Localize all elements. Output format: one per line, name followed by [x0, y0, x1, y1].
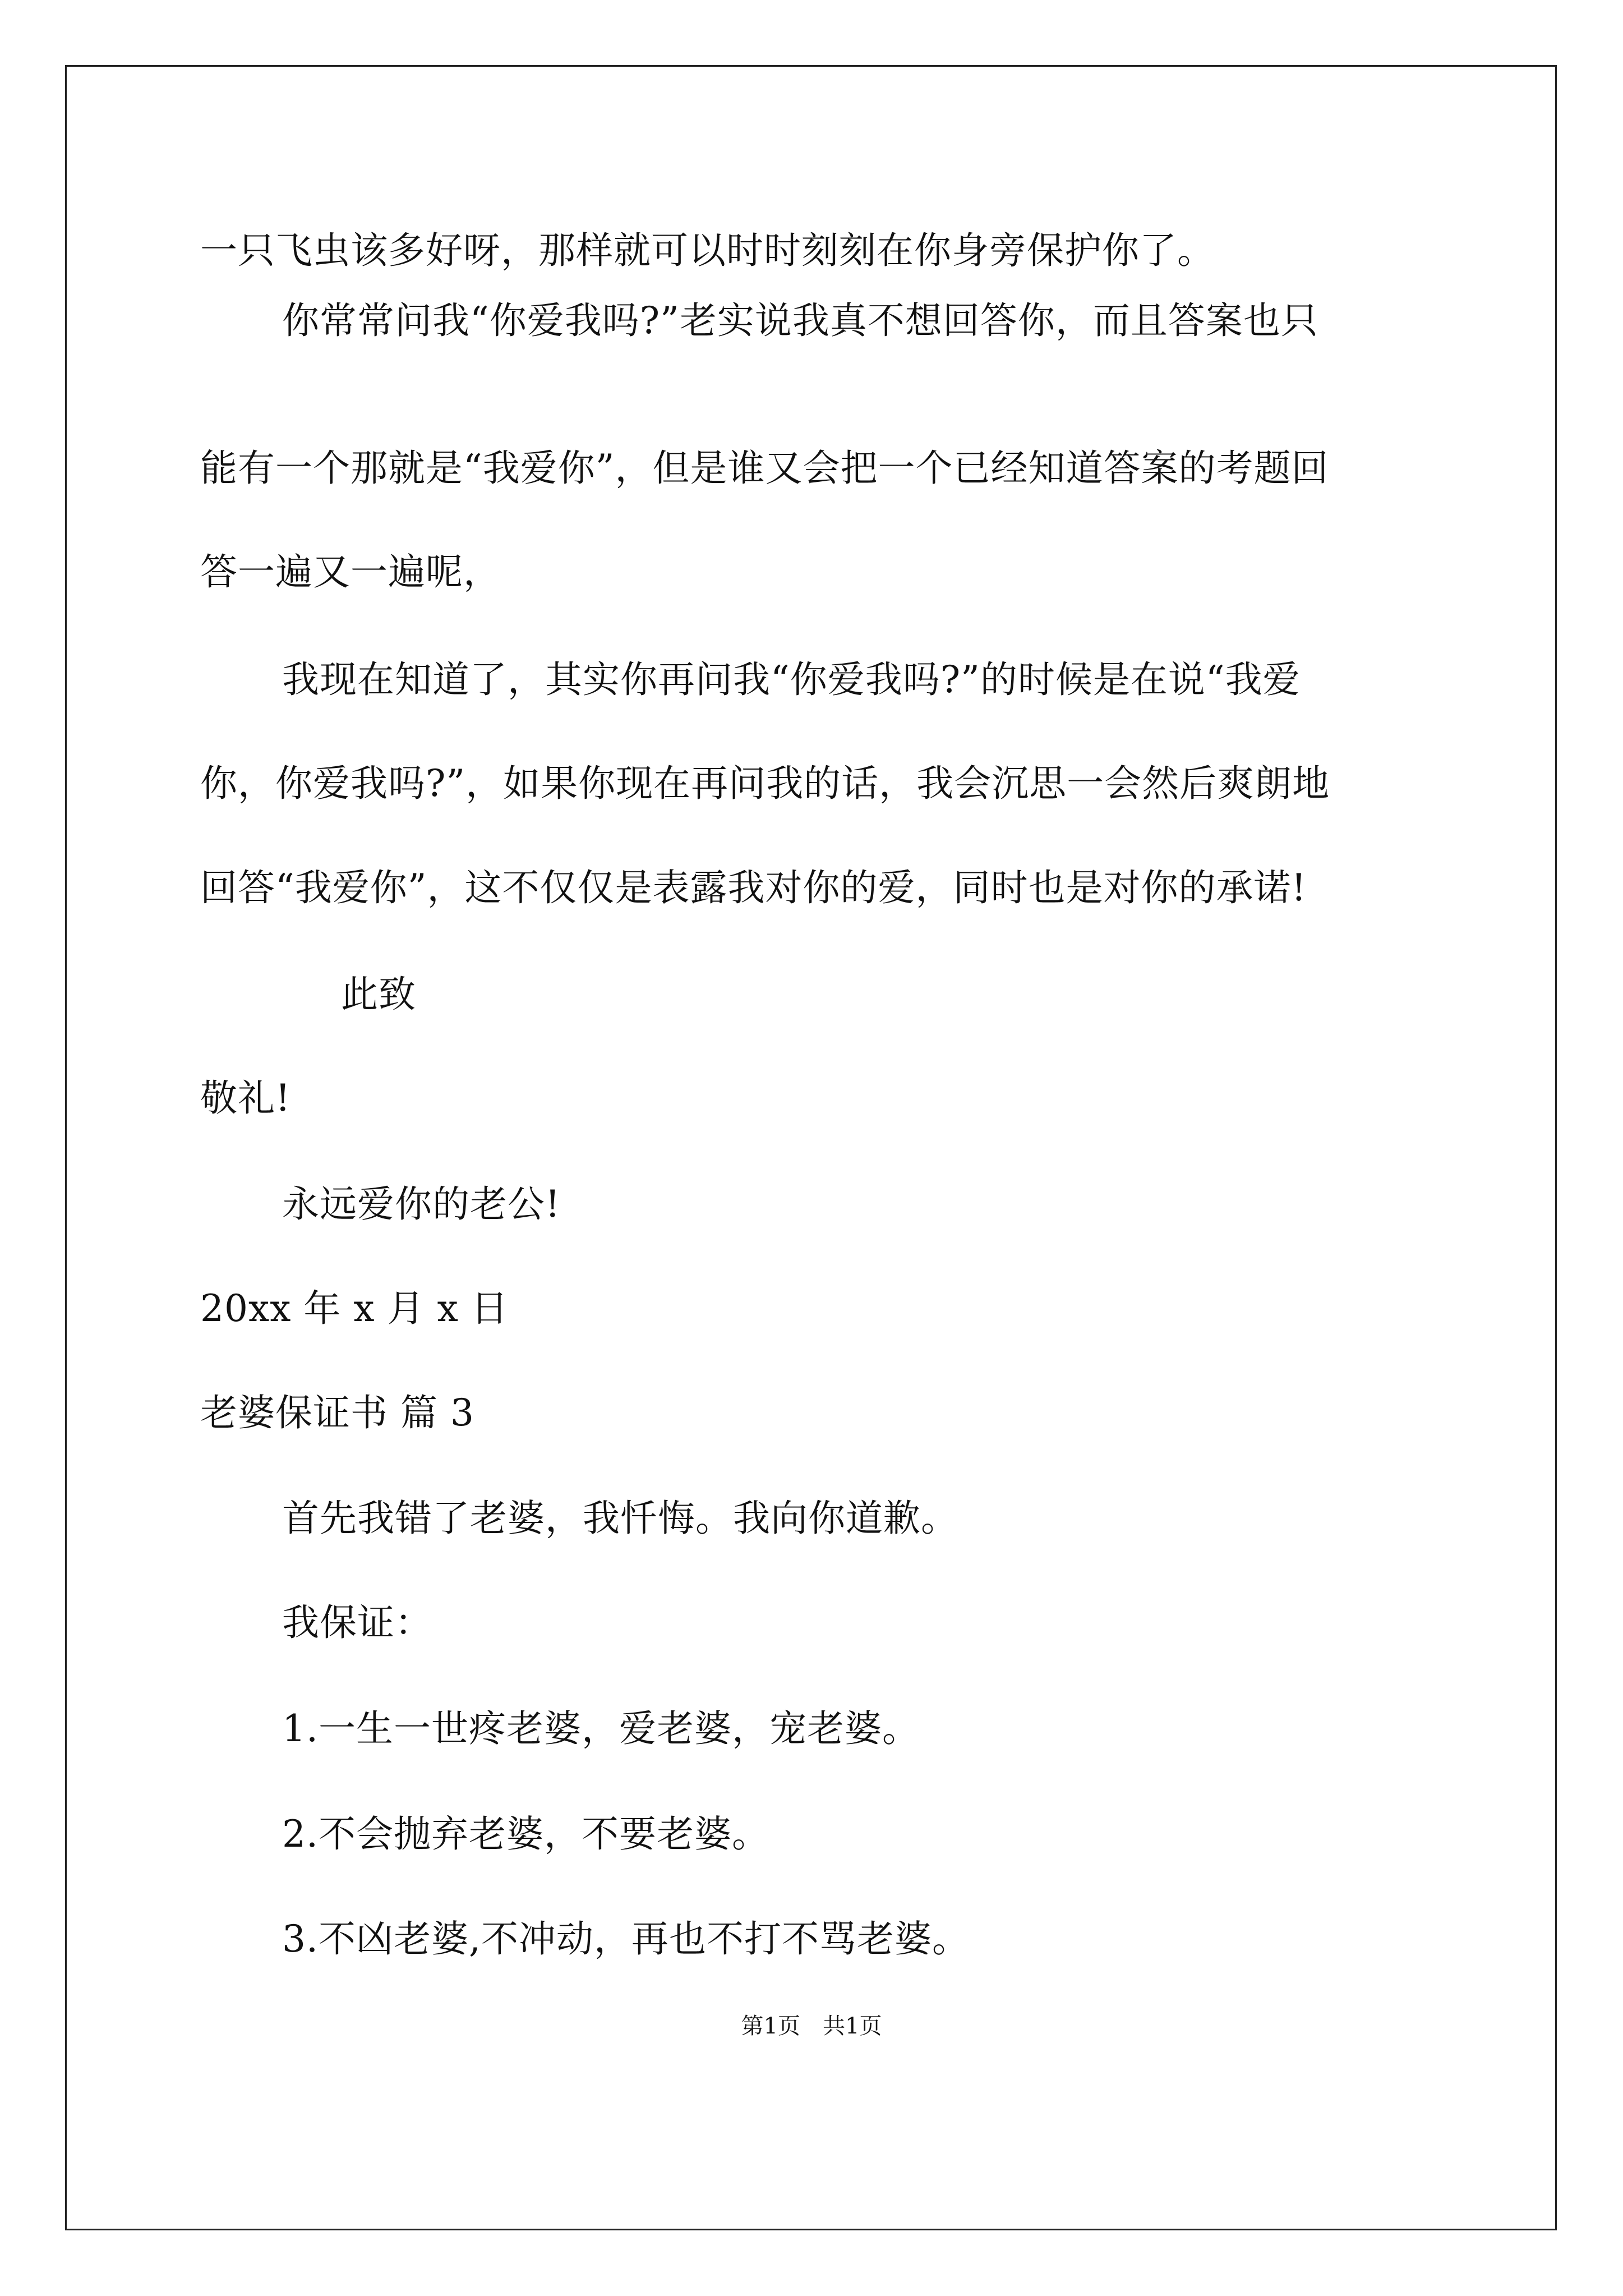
text-line: 我现在知道了，其实你再问我“你爱我吗?”的时候是在说“我爱 — [282, 658, 1301, 701]
text-line: 答一遍又一遍呢， — [200, 550, 501, 593]
page-border — [65, 65, 1557, 2230]
list-item: 2.不会抛弃老婆，不要老婆。 — [282, 1812, 769, 1856]
text-line: 敬礼! — [200, 1076, 291, 1120]
section-heading: 老婆保证书 篇 3 — [200, 1391, 474, 1434]
text-line: 20xx 年 x 月 x 日 — [200, 1287, 509, 1330]
text-line: 一只飞虫该多好呀，那样就可以时时刻刻在你身旁保护你了。 — [200, 229, 1215, 272]
page-footer: 第1页 共1页 — [741, 2013, 882, 2039]
list-item: 3.不凶老婆,不冲动，再也不打不骂老婆。 — [282, 1917, 970, 1961]
list-item: 1.一生一世疼老婆，爱老婆，宠老婆。 — [282, 1707, 920, 1750]
text-line: 首先我错了老婆，我忏悔。我向你道歉。 — [282, 1497, 958, 1540]
text-line: 此致 — [341, 973, 416, 1016]
text-line: 能有一个那就是“我爱你”，但是谁又会把一个已经知道答案的考题回 — [200, 447, 1329, 490]
text-line: 我保证： — [282, 1601, 432, 1644]
text-line: 永远爱你的老公! — [282, 1182, 561, 1226]
text-line: 回答“我爱你”，这不仅仅是表露我对你的爱，同时也是对你的承诺! — [200, 866, 1307, 909]
text-line: 你常常问我“你爱我吗?”老实说我真不想回答你，而且答案也只 — [282, 299, 1318, 342]
text-line: 你，你爱我吗?”，如果你现在再问我的话，我会沉思一会然后爽朗地 — [200, 762, 1330, 805]
